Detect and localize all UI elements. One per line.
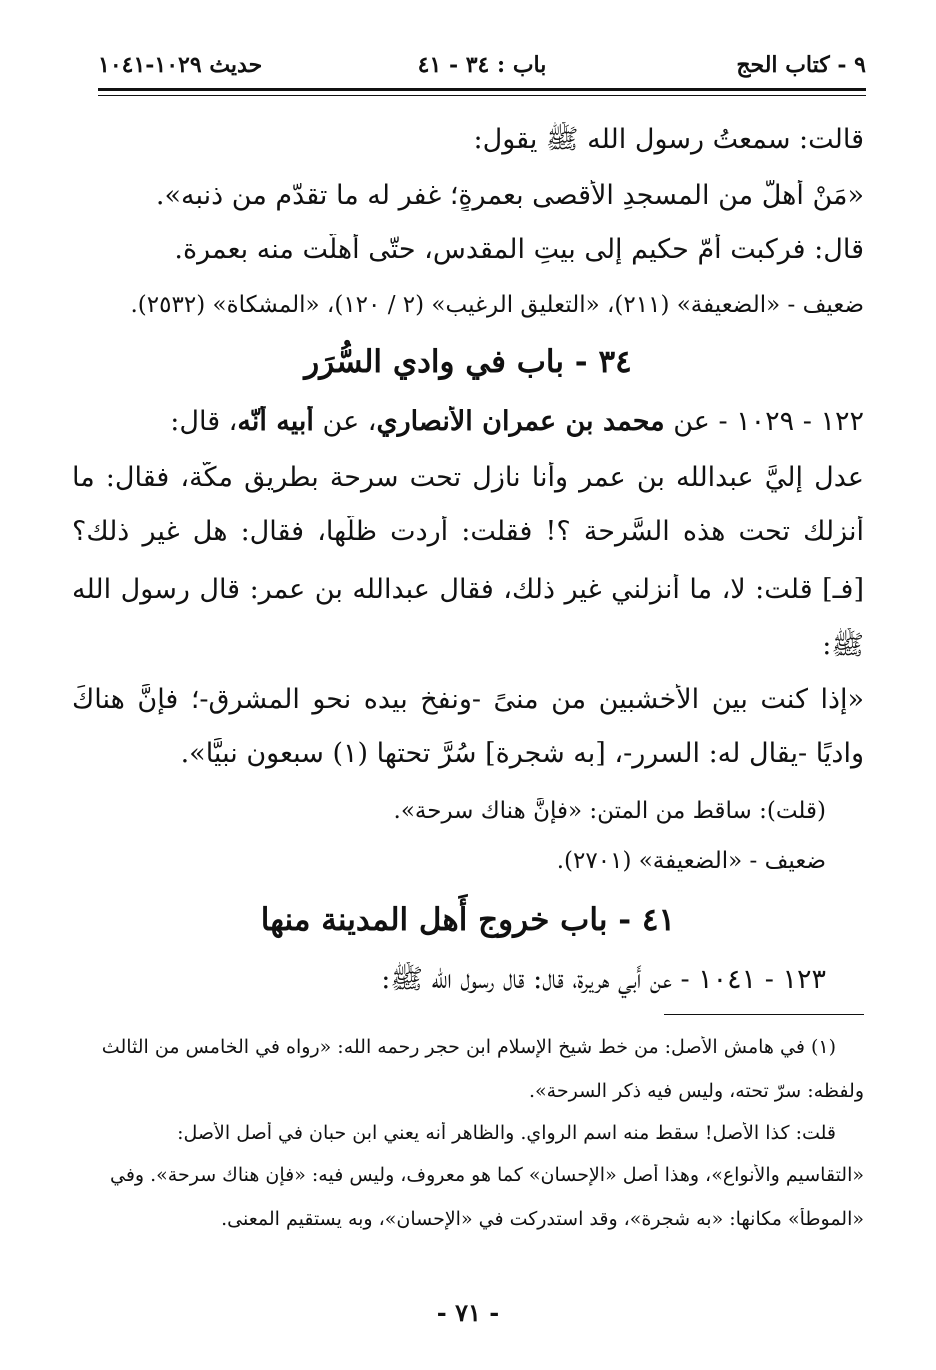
hadith-text: «مَنْ أَهلَّ من المسجدِ الأقصى بعمرةٍ؛ غفر له ما تقدّم من ذنبه». xyxy=(155,180,864,211)
footnote-line: ولفظه: سرّ تحته، وليس فيه ذكر السرحة». xyxy=(528,1080,864,1102)
footnote-line: (١) في هامش الأصل: من خط شيخ الإسلام ابن حجر رحمه الله: «رواه في الخامس من الثالث xyxy=(101,1036,836,1058)
hadith-isnad: ١٢٣ - ١٠٤١ - عن أَبي هريرة، قال: قال رسول الله ﷺ: xyxy=(381,964,826,995)
header-book-title: ٩ - كتاب الحج xyxy=(736,52,866,78)
grading-note: ضعيف - «الضعيفة» (٢١١)، «التعليق الرغيب» (٢ / ١٢٠)، «المشكاة» (٢٥٣٢). xyxy=(130,292,864,318)
footnote-line: «التقاسيم والأنواع»، وهذا أَصل «الإحسان» كما هو معروف، وليس فيه: «فإن هناك سرحة». وفي xyxy=(109,1164,864,1186)
chapter-heading: ٤١ - باب خروج أَهل المدينة منها xyxy=(260,902,676,938)
text-line: قالت: سمعتُ رسول الله ﷺ يقول: xyxy=(473,124,864,155)
text-fragment: ، قال: xyxy=(170,406,238,437)
footnote-rule xyxy=(664,1014,864,1015)
header-rule-thick xyxy=(98,88,866,91)
text-line: أنزلك تحت هذه السَّرحة ؟! فقلت: أردت ظلّها، فقال: هل غير ذلك؟ xyxy=(72,516,864,547)
narrator-name: أبيه أنّه xyxy=(237,406,314,437)
text-line: عدل إليَّ عبدالله بن عمر وأنا نازل تحت سرحة بطريق مكّة، فقال: ما xyxy=(72,462,864,493)
editor-note: (قلت): ساقط من المتن: «فإنَّ هناك سرحة». xyxy=(393,798,826,824)
narrator-name: محمد بن عمران الأنصاري xyxy=(376,406,665,437)
chapter-heading: ٣٤ - باب في وادي السُّرَر xyxy=(304,344,632,380)
text-line: قال: فركبت أُمّ حكيم إلى بيتِ المقدس، حتّى أَهلّت منه بعمرة. xyxy=(174,234,864,265)
grading-note: ضعيف - «الضعيفة» (٢٧٠١). xyxy=(556,848,826,874)
text-fragment: ، عن xyxy=(322,406,377,437)
hadith-text: «إذا كنت بين الأخشبين من منىً -ونفخ بيده نحو المشرق-؛ فإنَّ هناكَ xyxy=(72,684,864,715)
header-hadith-range: حديث ١٠٢٩-١٠٤١ xyxy=(98,52,263,78)
header-rule-thin xyxy=(98,95,866,96)
hadith-text: واديًا -يقال له: السرر-، [به شجرة] سُرَّ تحتها (١) سبعون نبيًّا». xyxy=(180,738,864,769)
header-chapter-range: باب : ٣٤ - ٤١ xyxy=(417,52,547,78)
running-header xyxy=(98,52,866,86)
footnote-line: «الموطأ» مكانها: «به شجرة»، وقد استدركت في «الإحسان»، وبه يستقيم المعنى. xyxy=(221,1208,864,1230)
text-line: ﷺ: xyxy=(822,630,864,661)
text-line: [فـ] قلت: لا، ما أنزلني غير ذلك، فقال عبدالله بن عمر: قال رسول الله xyxy=(72,574,864,605)
page-number: - ٧١ - xyxy=(436,1298,500,1327)
hadith-isnad xyxy=(72,406,864,437)
hadith-number: ١٢٢ - ١٠٢٩ - عن xyxy=(673,406,864,437)
footnote-line: قلت: كذا الأصل! سقط منه اسم الرواي. والظاهر أنه يعني ابن حبان في أصل الأصل: xyxy=(177,1122,836,1144)
